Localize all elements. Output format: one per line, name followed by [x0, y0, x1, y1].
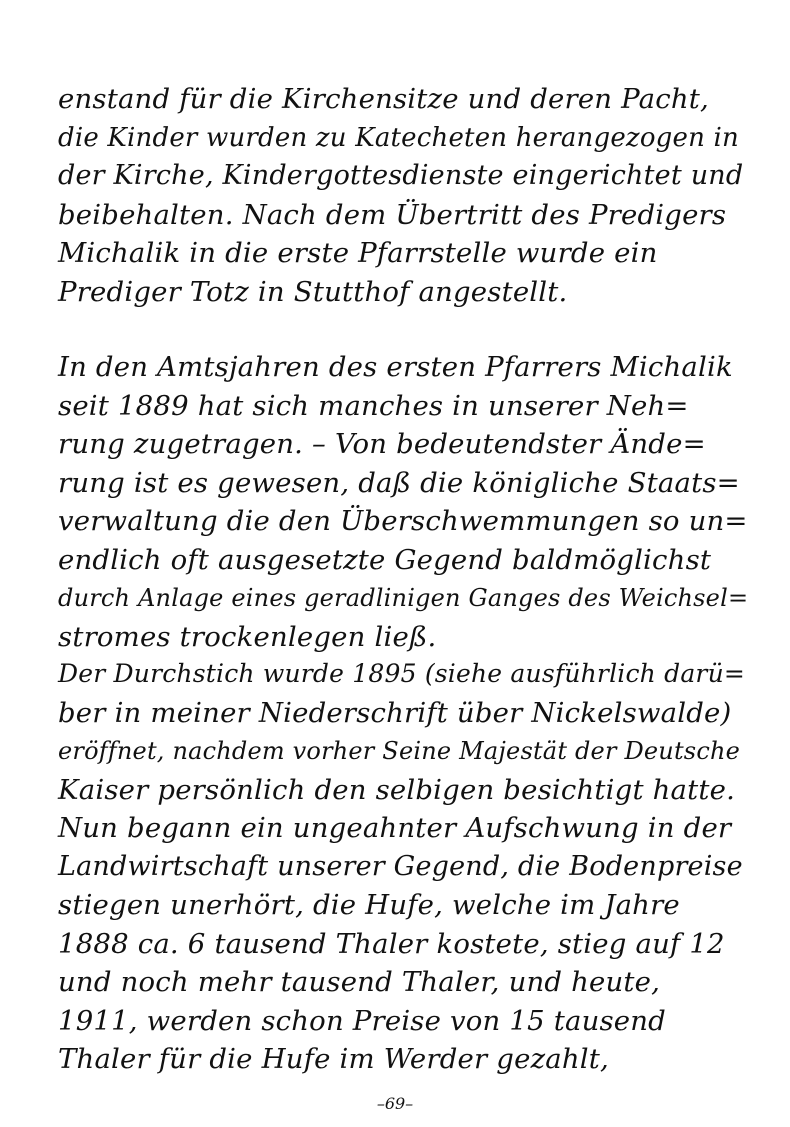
text-line: verwaltung die den Überschwemmungen so un=: [58, 505, 748, 537]
text-line: durch Anlage eines geradlinigen Ganges des Weichsel=: [58, 584, 749, 612]
text-line: stromes trockenlegen ließ.: [58, 620, 437, 653]
text-line: stiegen unerhört, die Hufe, welche im Jahre: [58, 889, 680, 921]
paragraph-pastor-years: [58, 348, 748, 656]
paragraph-church-history: [58, 80, 748, 311]
text-line: enstand für die Kirchensitze und deren Pacht,: [58, 83, 709, 115]
text-line: und noch mehr tausend Thaler, und heute,: [58, 966, 661, 998]
text-line: ber in meiner Niederschrift über Nickelswalde): [58, 696, 732, 729]
text-line: rung zugetragen. – Von bedeutendster Ände=: [58, 428, 706, 460]
text-line: seit 1889 hat sich manches in unserer Neh=: [58, 389, 689, 422]
text-line: 1888 ca. 6 tausend Thaler kostete, stieg auf 12: [58, 927, 725, 960]
text-line: 1911, werden schon Preise von 15 tausend: [58, 1004, 666, 1037]
text-line: der Kirche, Kindergottesdienste eingerichtet und: [58, 160, 744, 191]
text-line: Thaler für die Hufe im Werder gezahlt,: [58, 1043, 609, 1075]
text-line: eröffnet, nachdem vorher Seine Majestät der Deutsche: [58, 737, 741, 765]
text-line: Kaiser persönlich den selbigen besichtigt hatte.: [58, 773, 736, 806]
text-line: die Kinder wurden zu Katecheten herangezogen in: [58, 122, 739, 153]
text-line: Prediger Totz in Stutthof angestellt.: [58, 275, 568, 308]
text-line: Michalik in die erste Pfarrstelle wurde ein: [58, 237, 658, 269]
text-line: endlich oft ausgesetzte Gegend baldmöglichst: [58, 543, 712, 576]
page-number: –69–: [376, 1094, 414, 1113]
text-line: Nun begann ein ungeahnter Aufschwung in der: [58, 812, 732, 844]
text-line: In den Amtsjahren des ersten Pfarrers Michalik: [58, 351, 733, 383]
text-line: Der Durchstich wurde 1895 (siehe ausführlich darü=: [58, 659, 746, 688]
text-line: Landwirtschaft unserer Gegend, die Bodenpreise: [58, 850, 743, 882]
text-line: beibehalten. Nach dem Übertritt des Predigers: [58, 198, 727, 231]
text-line: rung ist es gewesen, daß die königliche Staats=: [58, 466, 740, 499]
paragraph-durchstich: [58, 655, 748, 1079]
